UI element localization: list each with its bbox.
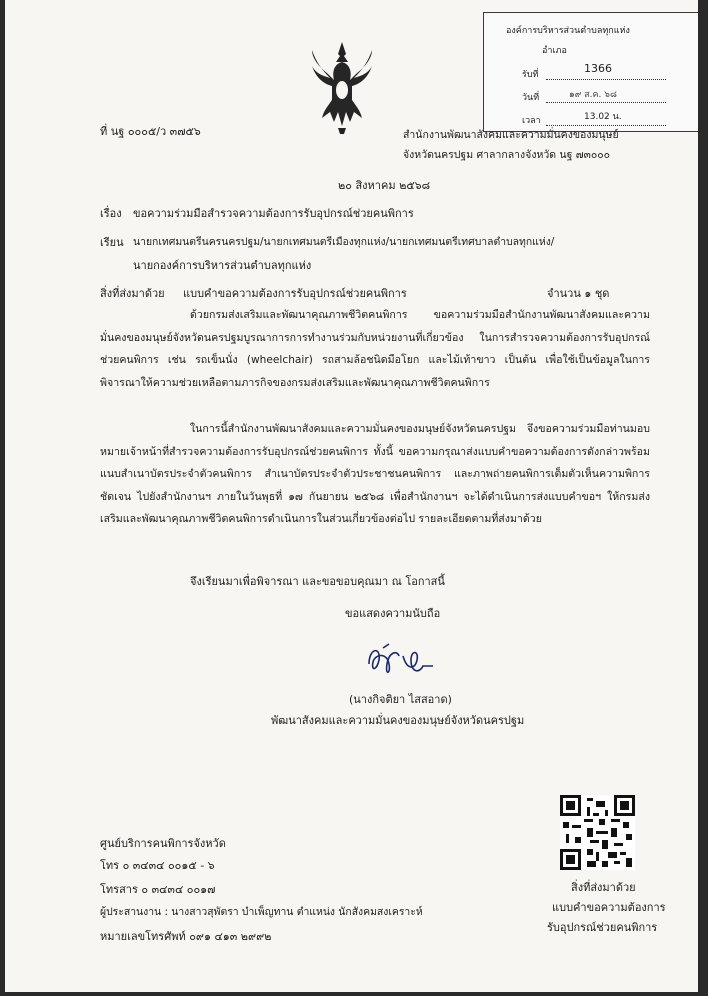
stamp-received-label: รับที่ [522, 70, 539, 80]
enclosure-text: แบบคำขอความต้องการรับอุปกรณ์ช่วยคนพิการ [183, 287, 407, 300]
stamp-date-value: ๑๙ ส.ค. ๖๘ [569, 90, 617, 100]
stamp-date-label: วันที่ [522, 93, 540, 103]
signer-position: พัฒนาสังคมและความมั่นคงของมนุษย์จังหวัดนครปฐม [271, 714, 525, 727]
office-line-1: สำนักงานพัฒนาสังคมและความมั่นคงของมนุษย์ [403, 129, 619, 141]
subject-label: เรื่อง [100, 207, 122, 220]
document-page [5, 0, 698, 992]
stamp-district: อำเภอ [542, 46, 567, 56]
footer-mobile: หมายเลขโทรศัพท์ ๐๙๑ ๔๑๓ ๒๙๙๒ [100, 930, 272, 943]
received-stamp [483, 12, 698, 132]
to-line-2: นายกองค์การบริหารส่วนตำบลทุกแห่ง [133, 259, 312, 272]
document-number: ที่ นฐ ๐๐๐๕/ว ๓๗๕๖ [100, 125, 201, 138]
qr-caption-line-2: แบบคำขอความต้องการ [552, 901, 666, 914]
footer-tel: โทร ๐ ๓๔๓๔ ๐๐๑๕ - ๖ [100, 859, 215, 872]
closing-line: จึงเรียนมาเพื่อพิจารณา และขอขอบคุณมา ณ โอกาสนี้ [190, 575, 445, 588]
signer-name: (นางกิจติยา ไสสอาด) [349, 693, 452, 706]
subject-text: ขอความร่วมมือสำรวจความต้องการรับอุปกรณ์ช่วยคนพิการ [133, 207, 414, 220]
stamp-time-label: เวลา [522, 116, 541, 126]
to-label: เรียน [100, 236, 124, 249]
qr-caption-line-1: สิ่งที่ส่งมาด้วย [571, 881, 636, 894]
footer-fax: โทรสาร ๐ ๓๔๓๔ ๐๐๑๗ [100, 883, 216, 896]
document-date: ๒๐ สิงหาคม ๒๕๖๘ [338, 179, 431, 192]
footer-coordinator: ผู้ประสานงาน : นางสาวสุพัตรา บำเพ็ญทาน ตำแหน่ง นักสังคมสงเคราะห์ [100, 906, 423, 918]
qr-caption-line-3: รับอุปกรณ์ช่วยคนพิการ [547, 921, 658, 934]
body-paragraph-2: ในการนี้สำนักงานพัฒนาสังคมและความมั่นคงของมนุษย์จังหวัดนครปฐม จึงขอความร่วมมือท่านมอบหมายเจ้าหน้าที่สำรวจความต้องการรับอุปกรณ์ช่วยคนพิการ ทั้งนี้ ขอความกรุณาส่งแบบคำขอความต้องการดังกล่าวพร้อมแนบสำเนาบัตรประจำตัวคนพิการ สำเนาบัตรประจำตัวประชาชนคนพิการ และภาพถ่ายคนพิการเต็มตัวเห็นความพิการชัดเจน ไปยังสำนักงานฯ ภายในวันพุธที่ ๑๗ กันยายน ๒๕๖๘ เพื่อสำนักงานฯ จะได้ดำเนินการส่งแบบคำขอฯ ให้กรมส่งเสริมและพัฒนาคุณภาพชีวิตคนพิการดำเนินการในส่วนเกี่ยวข้องต่อไป รายละเอียดตามที่ส่งมาด้วย [100, 423, 650, 525]
handwritten-signature [363, 636, 443, 680]
stamp-received-no: 1366 [584, 62, 612, 75]
body-paragraph-1: ด้วยกรมส่งเสริมและพัฒนาคุณภาพชีวิตคนพิการ ขอความร่วมมือสำนักงานพัฒนาสังคมและความมั่นคงของมนุษย์จังหวัดนครปฐมบูรณาการการทำงานร่วมกับหน่วยงานที่เกี่ยวข้อง ในการสำรวจความต้องการรับอุปกรณ์ช่วยคนพิการ เช่น รถเข็นนั่ง (wheelchair) รถสามล้อชนิดมือโยก และไม้เท้าขาว เป็นต้น เพื่อใช้เป็นข้อมูลในการพิจารณาให้ความช่วยเหลือตามภารกิจของกรมส่งเสริมและพัฒนาคุณภาพชีวิตคนพิการ [100, 309, 650, 389]
qr-code[interactable] [560, 795, 635, 870]
garuda-emblem-icon [310, 40, 374, 136]
stamp-time-value: 13.02 น. [584, 112, 622, 122]
enclosure-quantity: จำนวน ๑ ชุด [547, 287, 610, 300]
stamp-org: องค์การบริหารส่วนตำบลทุกแห่ง [506, 26, 630, 36]
footer-unit: ศูนย์บริการคนพิการจังหวัด [100, 837, 226, 850]
to-line-1: นายกเทศมนตรีนครนครปฐม/นายกเทศมนตรีเมืองทุกแห่ง/นายกเทศมนตรีเทศบาลตำบลทุกแห่ง/ [133, 236, 555, 248]
enclosure-label: สิ่งที่ส่งมาด้วย [100, 287, 165, 300]
office-line-2: จังหวัดนครปฐม ศาลากลางจังหวัด นฐ ๗๓๐๐๐ [403, 149, 611, 161]
regards-text: ขอแสดงความนับถือ [345, 607, 441, 620]
